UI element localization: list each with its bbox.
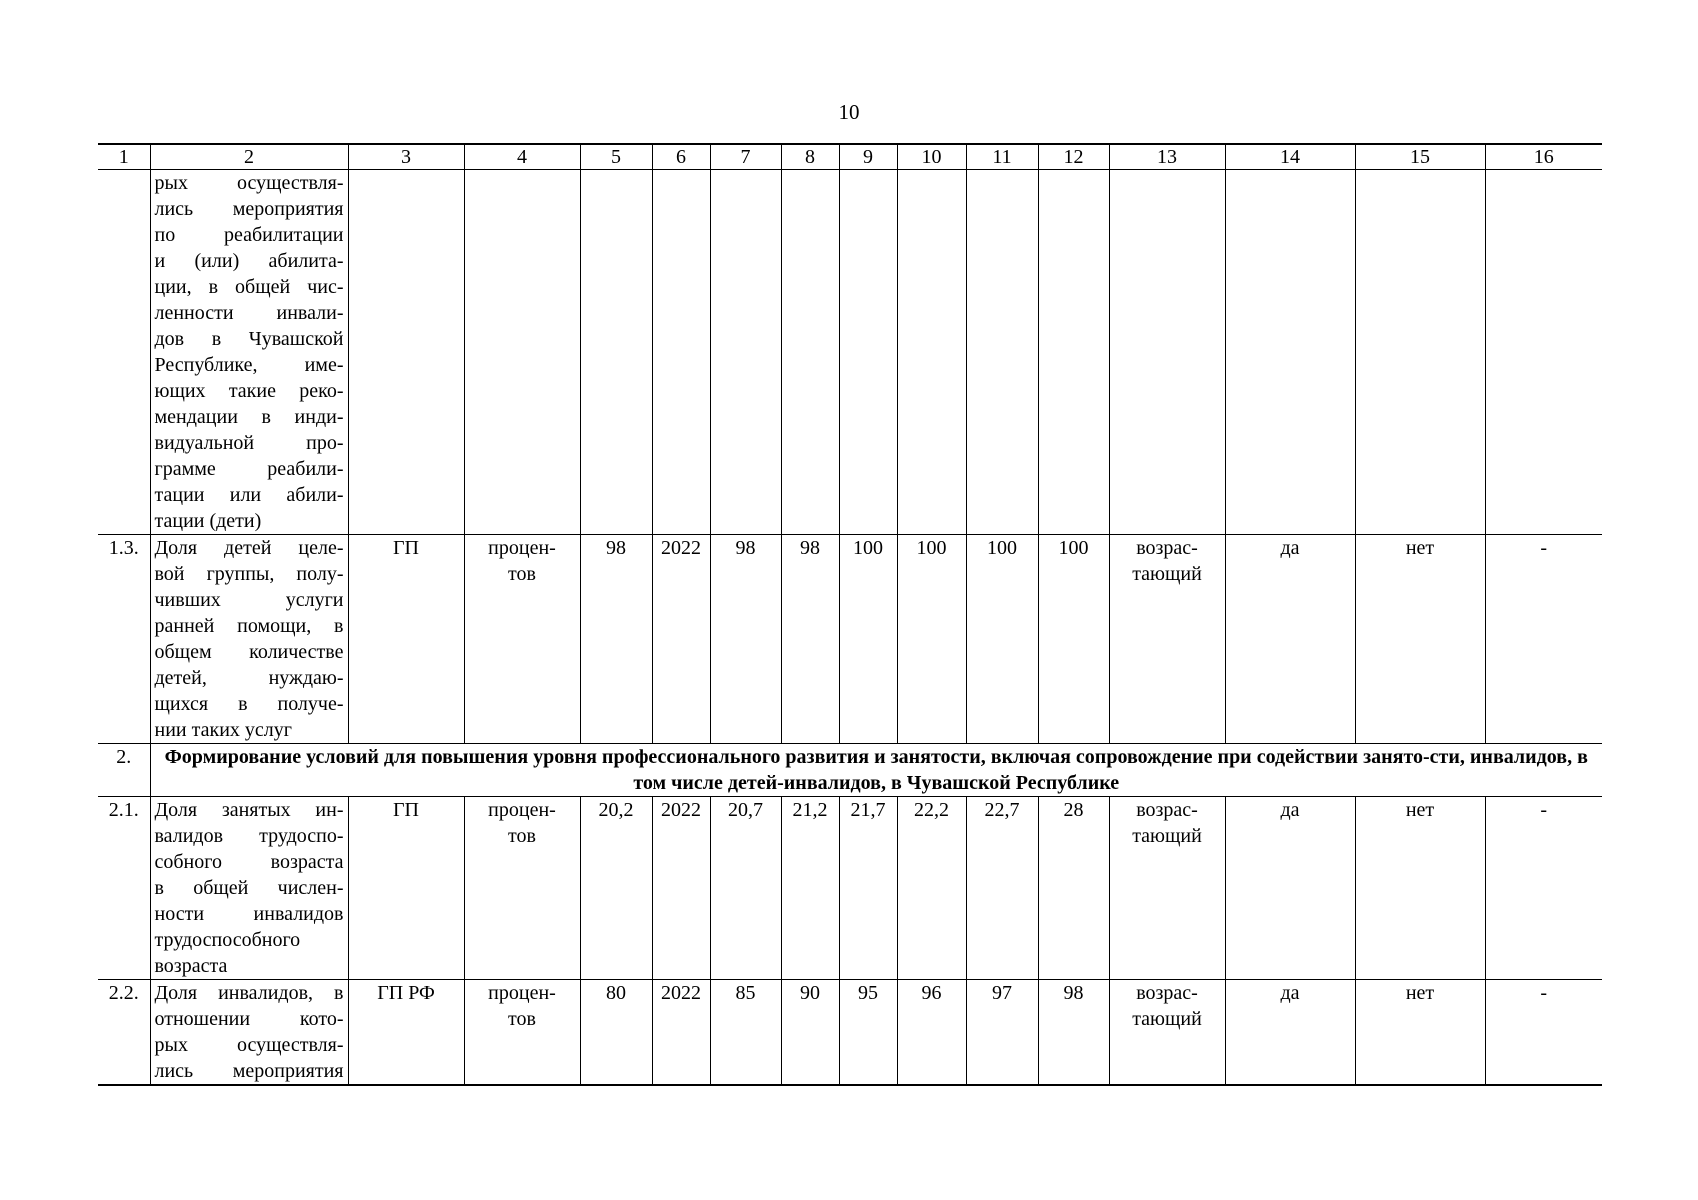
value-cell: 97 <box>966 980 1038 1086</box>
value-cell: 21,7 <box>839 797 897 980</box>
trend: возрас- тающий <box>1109 980 1225 1086</box>
col-header: 14 <box>1225 144 1355 170</box>
col-header: 12 <box>1038 144 1109 170</box>
table-row-2-1 <box>98 797 1602 980</box>
trend: возрас- тающий <box>1109 797 1225 980</box>
value-cell: 100 <box>966 535 1038 744</box>
value-cell: 85 <box>710 980 781 1086</box>
unit: процен- тов <box>464 980 580 1086</box>
value-cell: 98 <box>1038 980 1109 1086</box>
cell-15: нет <box>1355 535 1485 744</box>
value-cell: 100 <box>839 535 897 744</box>
table-row-continuation <box>98 170 1602 535</box>
col-header: 13 <box>1109 144 1225 170</box>
section-row-2 <box>98 744 1602 797</box>
col-header: 4 <box>464 144 580 170</box>
unit: процен- тов <box>464 797 580 980</box>
cell-14: да <box>1225 535 1355 744</box>
col-header: 16 <box>1485 144 1602 170</box>
base-value: 80 <box>580 980 652 1086</box>
cell-14: да <box>1225 797 1355 980</box>
col-header: 2 <box>150 144 348 170</box>
col-header: 7 <box>710 144 781 170</box>
indicator-level: ГП РФ <box>348 980 464 1086</box>
value-cell: 90 <box>781 980 839 1086</box>
unit: процен- тов <box>464 535 580 744</box>
table-row-1-3 <box>98 535 1602 744</box>
indicator-name: Доля детей целе- вой группы, полу- чивших услуги ранней помощи, в общем количестве детей, нуждаю- щихся в получе- нии таких услуг <box>150 535 348 744</box>
table-row-2-2 <box>98 980 1602 1086</box>
indicator-level: ГП <box>348 797 464 980</box>
indicator-level: ГП <box>348 535 464 744</box>
col-header: 8 <box>781 144 839 170</box>
value-cell: 100 <box>897 535 966 744</box>
cell-16: - <box>1485 535 1602 744</box>
indicator-name: Доля занятых ин- валидов трудоспо- собного возраста в общей числен- ности инвалидов трудоспособного возраста <box>150 797 348 980</box>
col-header: 9 <box>839 144 897 170</box>
base-value: 98 <box>580 535 652 744</box>
col-header: 11 <box>966 144 1038 170</box>
value-cell: 100 <box>1038 535 1109 744</box>
indicators-table <box>98 143 1602 1086</box>
page-number: 10 <box>838 100 860 124</box>
cell-15: нет <box>1355 797 1485 980</box>
col-header: 1 <box>98 144 150 170</box>
col-header: 6 <box>652 144 710 170</box>
value-cell: 98 <box>781 535 839 744</box>
row-number: 2.1. <box>98 797 150 980</box>
base-year: 2022 <box>652 797 710 980</box>
row-number: 2.2. <box>98 980 150 1086</box>
trend: возрас- тающий <box>1109 535 1225 744</box>
value-cell: 22,7 <box>966 797 1038 980</box>
base-year: 2022 <box>652 980 710 1086</box>
indicator-name: рых осуществля- лись мероприятия по реабилитации и (или) абилита- ции, в общей чис- ленности инвали- дов в Чувашской Республике, име- ющих такие реко- мендации в инди- видуальной про- грамме реабили- тации или абили- тации (дети) <box>150 170 348 535</box>
indicator-name: Доля инвалидов, в отношении кото- рых осуществля- лись мероприятия <box>150 980 348 1086</box>
col-header: 5 <box>580 144 652 170</box>
section-title: Формирование условий для повышения уровня профессионального развития и занятости, включая сопровождение при содействии занято-сти, инвалидов, в том числе детей-инвалидов, в Чувашской Республике <box>150 744 1602 797</box>
row-number: 1.3. <box>98 535 150 744</box>
value-cell: 98 <box>710 535 781 744</box>
value-cell: 28 <box>1038 797 1109 980</box>
base-value: 20,2 <box>580 797 652 980</box>
cell-14: да <box>1225 980 1355 1086</box>
value-cell: 96 <box>897 980 966 1086</box>
base-year: 2022 <box>652 535 710 744</box>
cell-16: - <box>1485 797 1602 980</box>
section-number: 2. <box>98 744 150 797</box>
col-header: 15 <box>1355 144 1485 170</box>
cell-16: - <box>1485 980 1602 1086</box>
column-number-row <box>98 144 1602 170</box>
cell-15: нет <box>1355 980 1485 1086</box>
value-cell: 95 <box>839 980 897 1086</box>
col-header: 10 <box>897 144 966 170</box>
value-cell: 21,2 <box>781 797 839 980</box>
value-cell: 22,2 <box>897 797 966 980</box>
col-header: 3 <box>348 144 464 170</box>
value-cell: 20,7 <box>710 797 781 980</box>
